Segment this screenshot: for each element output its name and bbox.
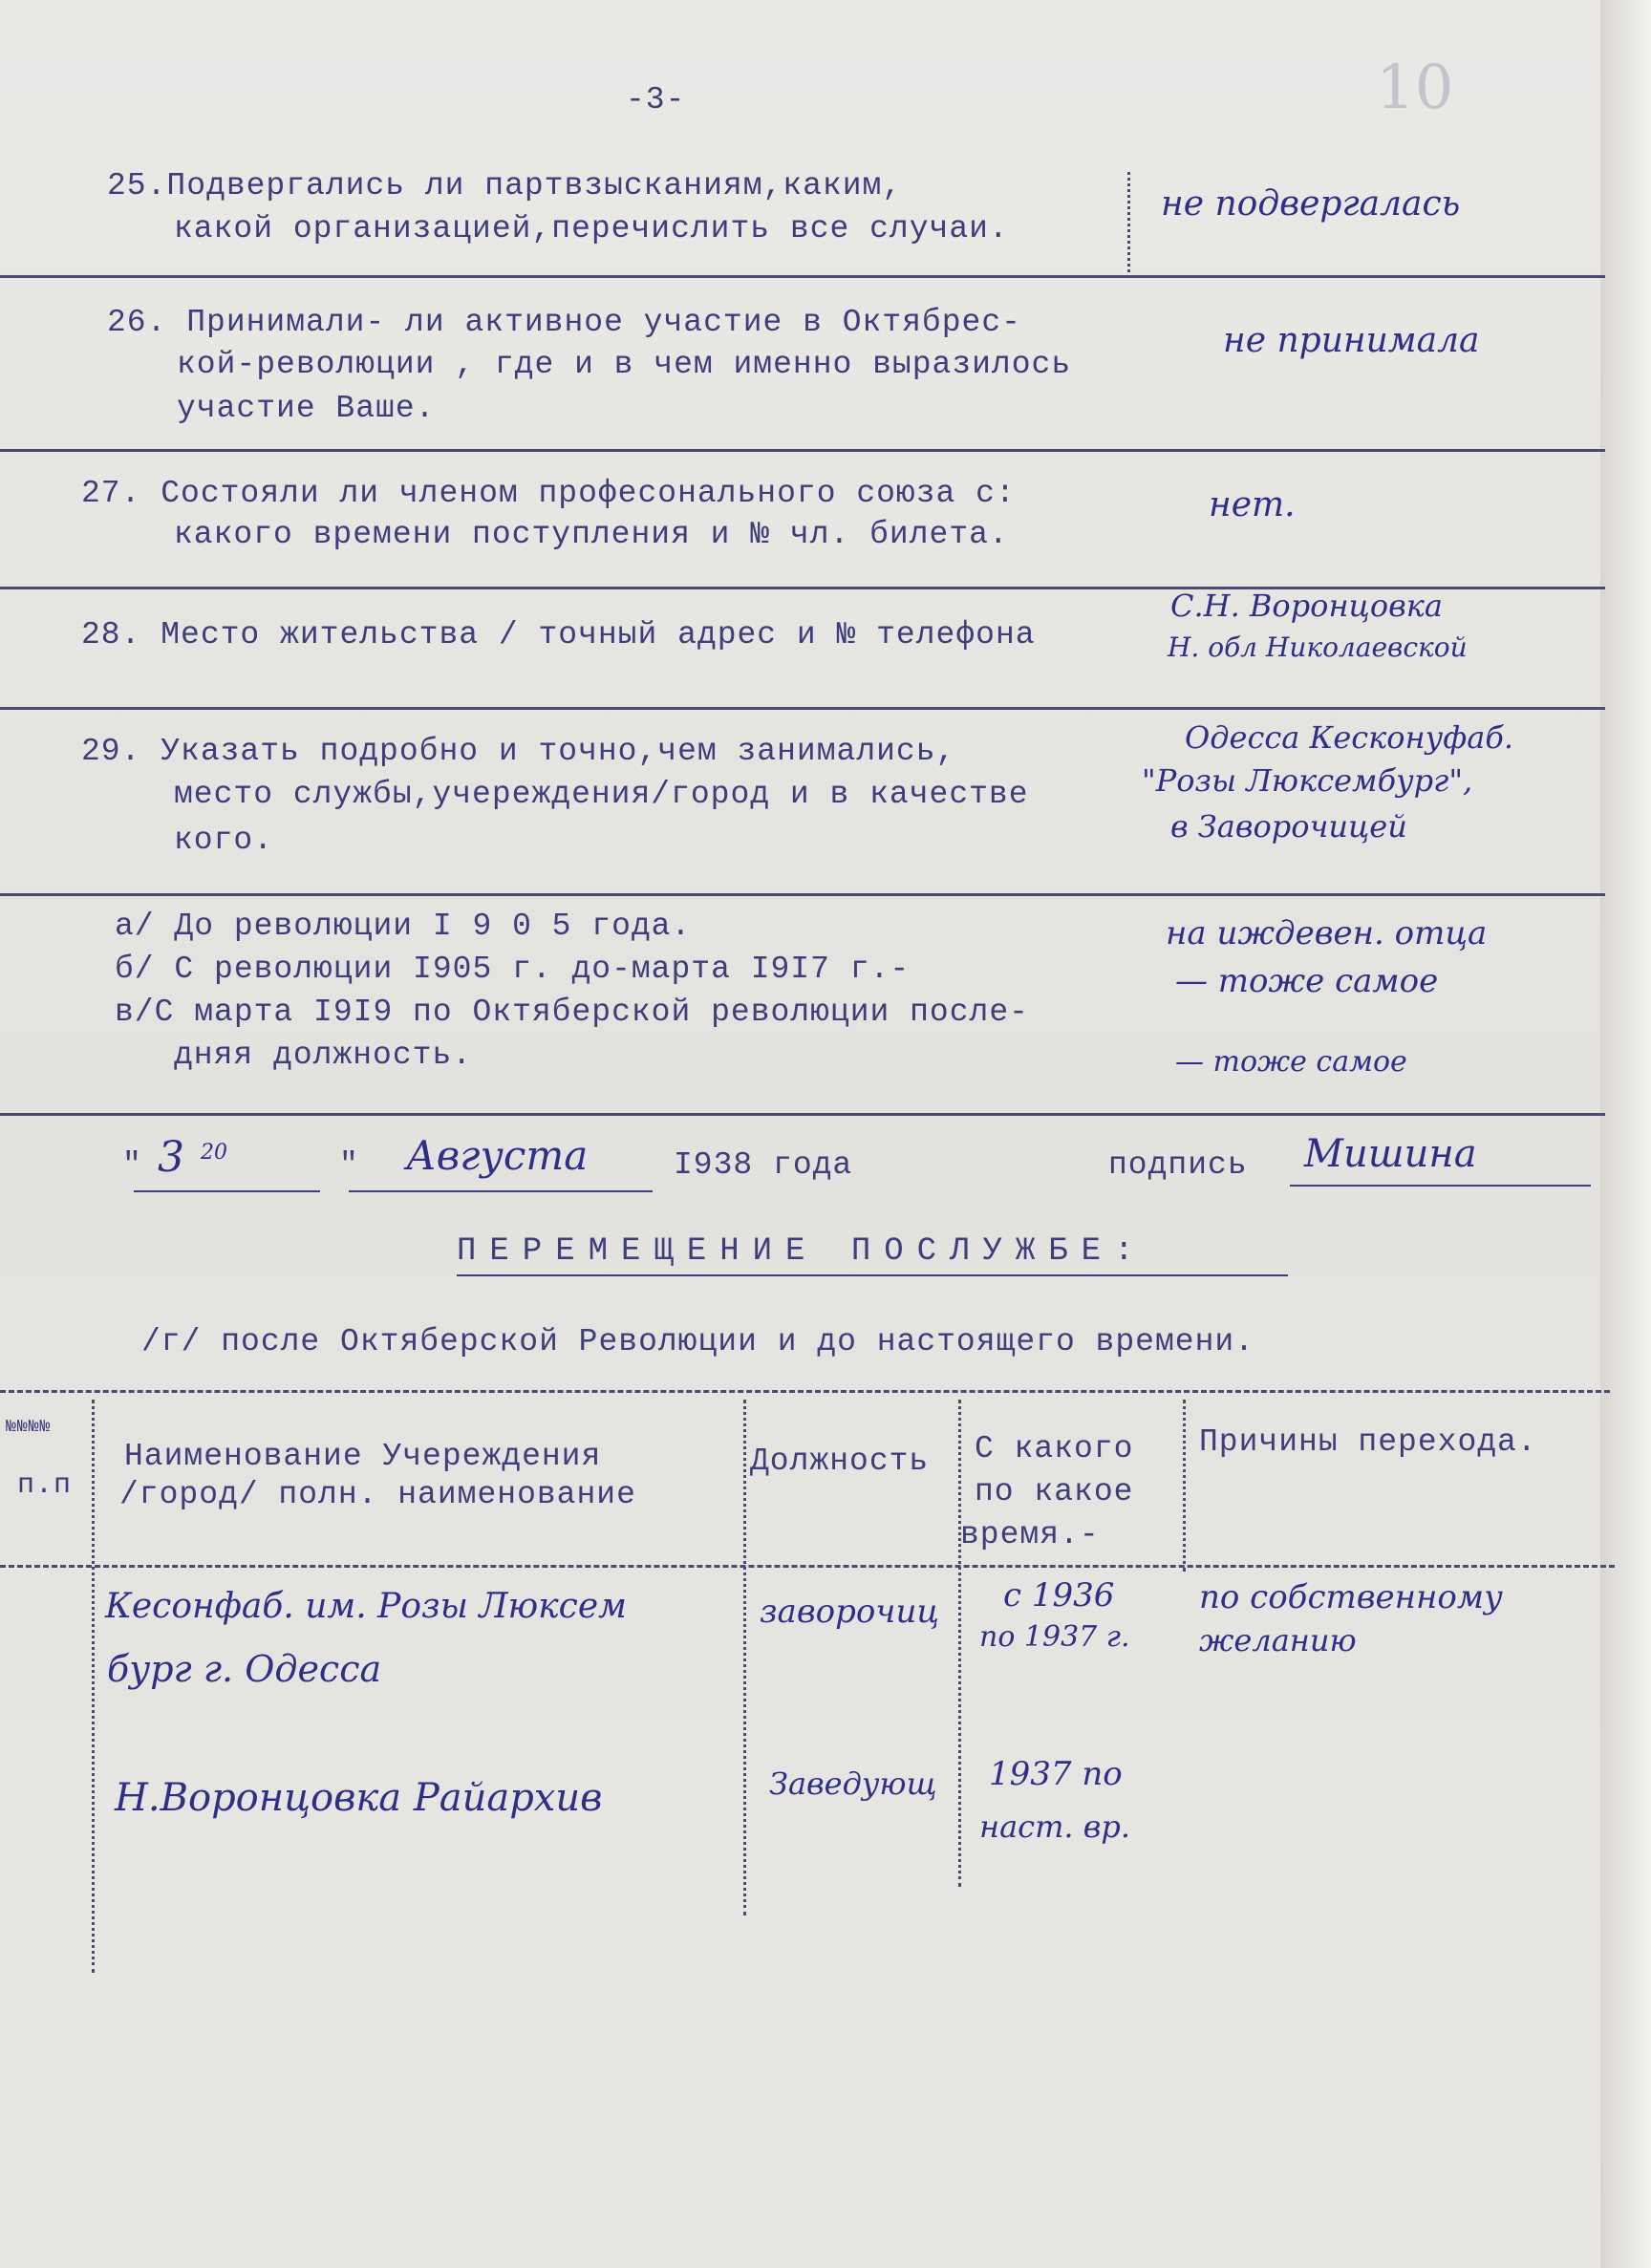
- col-header-time-line1: С какого: [975, 1431, 1134, 1466]
- q25-line1: 25.Подвергались ли партвзысканиям,каким,: [107, 168, 903, 203]
- table-header-rule: [0, 1565, 1615, 1568]
- q27-line2: какого времени поступления и № чл. билета.: [174, 517, 1009, 552]
- signature: Мишина: [1304, 1132, 1477, 1176]
- table-col-divider: [743, 1400, 746, 1915]
- col-header-number-line1: №№№№: [6, 1418, 52, 1437]
- period-a-answer: на иждевен. отца: [1166, 914, 1488, 952]
- q29-line3: кого.: [174, 823, 274, 858]
- q29-line1: 29. Указать подробно и точно,чем занимались,: [81, 734, 956, 769]
- col-header-reason: Причины перехода.: [1199, 1424, 1537, 1460]
- col-header-number-line2: п.п: [17, 1469, 73, 1502]
- section-rule: [0, 707, 1605, 710]
- period-b: б/ С революции I905 г. до-марта I9I7 г.-: [115, 952, 911, 987]
- page-number: -3-: [626, 82, 686, 118]
- q26-line3: участие Ваше.: [177, 391, 436, 426]
- row2-time-line1: 1937 по: [989, 1755, 1123, 1793]
- row1-institution-line2: бург г. Одесса: [107, 1648, 382, 1690]
- section-rule: [0, 893, 1605, 896]
- section-rule: [0, 275, 1605, 278]
- date-month-underline: [349, 1190, 653, 1192]
- date-day: 3: [158, 1133, 184, 1182]
- col-header-time-line3: время.-: [960, 1517, 1100, 1552]
- row1-reason-line2: желанию: [1199, 1622, 1357, 1658]
- answer-column-divider: [1127, 172, 1130, 272]
- q28-answer-line1: С.Н. Воронцовка: [1170, 588, 1443, 624]
- transfers-subheading: /г/ после Октяберской Революции и до настоящего времени.: [141, 1324, 1254, 1359]
- table-top-rule: [0, 1390, 1610, 1393]
- period-a: а/ До революции I 9 0 5 года.: [115, 909, 692, 944]
- row2-institution: Н.Воронцовка Райархив: [115, 1776, 603, 1820]
- period-c-answer: — тоже самое: [1175, 1045, 1407, 1079]
- q27-answer: нет.: [1209, 485, 1296, 524]
- date-year: I938 года: [674, 1147, 853, 1183]
- date-day-underline: [134, 1190, 320, 1192]
- row1-time-line1: с 1936: [1003, 1576, 1115, 1615]
- period-c-line1: в/С марта I9I9 по Октяберской революции после-: [115, 995, 1029, 1030]
- col-header-name-line1: Наименование Учереждения: [124, 1439, 602, 1474]
- date-day-superscript: 20: [201, 1141, 227, 1165]
- q29-answer-line2: "Розы Люксембург",: [1142, 762, 1473, 799]
- q26-line1: 26. Принимали- ли активное участие в Октябрес-: [107, 305, 1021, 340]
- table-col-divider: [92, 1400, 95, 1973]
- margin-pencil-mark: 10: [1376, 53, 1454, 123]
- q29-line2: место службы,учереждения/город и в качестве: [174, 777, 1029, 812]
- q26-answer: не принимала: [1223, 321, 1480, 360]
- q28-answer-line2: Н. обл Николаевской: [1168, 631, 1468, 663]
- row1-reason-line1: по собственному: [1199, 1578, 1503, 1616]
- table-col-divider: [1183, 1400, 1186, 1572]
- date-quote-open: ": [122, 1147, 142, 1183]
- page-edge-shadow: [1600, 0, 1651, 2268]
- q29-answer-line3: в Заворочицей: [1170, 808, 1407, 845]
- signature-underline: [1290, 1185, 1591, 1187]
- row1-time-line2: по 1937 г.: [979, 1620, 1130, 1654]
- date-quote-close: ": [339, 1147, 359, 1183]
- period-c-line2: дняя должность.: [174, 1038, 473, 1073]
- q26-line2: кой-революции , где и в чем именно выразилось: [177, 347, 1072, 382]
- row1-institution-line1: Кесонфаб. им. Розы Люксем: [105, 1587, 627, 1626]
- transfers-heading: ПЕРЕМЕЩЕНИЕ ПОСЛУЖБЕ:: [457, 1233, 1147, 1270]
- q25-line2: какой организацией,перечислить все случаи.: [174, 211, 1009, 246]
- q25-answer: не подвергалась: [1161, 184, 1461, 224]
- section-rule: [0, 449, 1605, 452]
- q27-line1: 27. Состояли ли членом професонального союза с:: [81, 476, 1016, 511]
- col-header-time-line2: по какое: [975, 1474, 1134, 1509]
- col-header-name-line2: /город/ полн. наименование: [119, 1477, 636, 1512]
- row2-position: Заведующ: [769, 1765, 937, 1802]
- signature-label: подпись: [1108, 1147, 1248, 1183]
- q29-answer-line1: Одесса Кесконуфаб.: [1185, 719, 1514, 756]
- transfers-heading-underline: [457, 1274, 1288, 1276]
- date-month: Августа: [406, 1132, 589, 1179]
- col-header-position: Должность: [750, 1444, 930, 1479]
- period-b-answer: — тоже самое: [1175, 962, 1439, 1000]
- section-rule: [0, 1113, 1605, 1116]
- row2-time-line2: наст. вр.: [979, 1808, 1131, 1845]
- row1-position: заворочиц: [760, 1593, 940, 1631]
- table-col-divider: [958, 1400, 961, 1887]
- q28-line1: 28. Место жительства / точный адрес и № телефона: [81, 617, 1036, 653]
